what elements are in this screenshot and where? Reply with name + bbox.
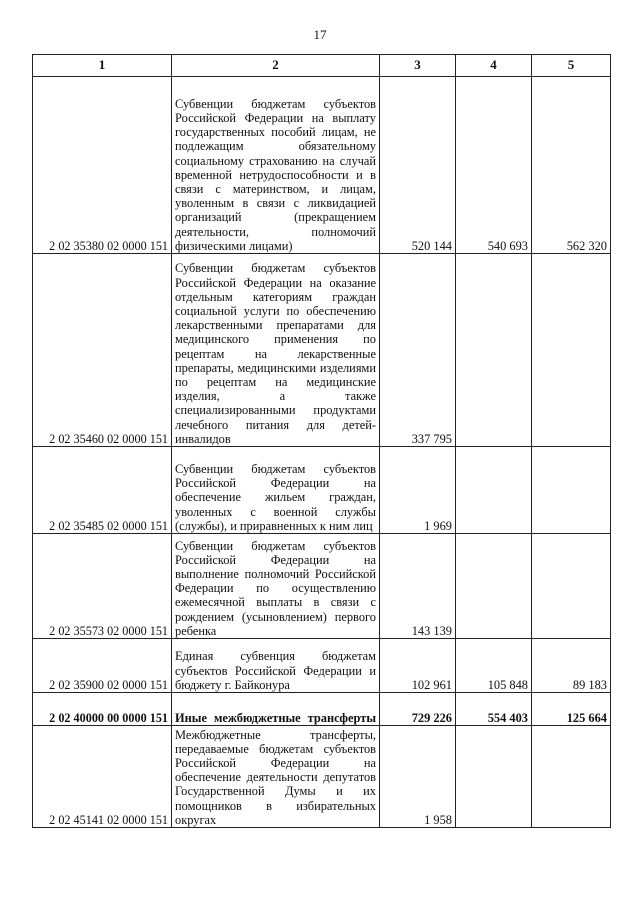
row-value-col5: 562 320 [532, 77, 611, 254]
row-value-col4 [456, 447, 532, 534]
table-row [33, 77, 611, 254]
header-col-5: 5 [532, 55, 611, 77]
row-value-col4 [456, 254, 532, 447]
row-value-col3: 1 969 [380, 447, 456, 534]
row-code: 2 02 35460 02 0000 151 [33, 254, 172, 447]
row-value-col5 [532, 447, 611, 534]
row-value-col5 [532, 254, 611, 447]
row-description: Межбюджетные трансферты, передаваемые бюджетам субъектов Российской Федерации на обеспечение деятельности депутатов Государственной Думы и их помощников в избирательных округах [172, 726, 380, 828]
row-code: 2 02 40000 00 0000 151 [33, 693, 172, 726]
row-description: Субвенции бюджетам субъектов Российской Федерации на выплату государственных пособий лицам, не подлежащим обязательному социальному страхованию на случай временной нетрудоспособности и в связи с материнством, и лицам, уволенным в связи с ликвидацией организаций (прекращением деятельности, полномочий физическими лицами) [172, 77, 380, 254]
row-code: 2 02 35573 02 0000 151 [33, 534, 172, 639]
header-col-4: 4 [456, 55, 532, 77]
row-value-col4: 105 848 [456, 639, 532, 693]
row-value-col3: 520 144 [380, 77, 456, 254]
header-col-3: 3 [380, 55, 456, 77]
table-header-row [33, 55, 611, 77]
table-row [33, 447, 611, 534]
row-value-col5 [532, 534, 611, 639]
row-description: Субвенции бюджетам субъектов Российской Федерации на обеспечение жильем граждан, уволенных с военной службы (службы), и приравненных к ним лиц [172, 447, 380, 534]
table-row [33, 639, 611, 693]
row-value-col5: 125 664 [532, 693, 611, 726]
table-row-total [33, 693, 611, 726]
page-number: 17 [313, 27, 327, 42]
row-value-col4: 540 693 [456, 77, 532, 254]
row-value-col3: 1 958 [380, 726, 456, 828]
table-row [33, 534, 611, 639]
row-value-col4 [456, 726, 532, 828]
row-value-col3: 729 226 [380, 693, 456, 726]
row-description: Субвенции бюджетам субъектов Российской Федерации на оказание отдельным категориям граждан социальной услуги по обеспечению лекарственными препаратами для медицинского применения по рецептам на лекарственные препараты, медицинскими изделиями по рецептам на медицинские изделия, а также специализированными продуктами лечебного питания для детей-инвалидов [172, 254, 380, 447]
table-row [33, 254, 611, 447]
row-value-col4 [456, 534, 532, 639]
row-value-col5 [532, 726, 611, 828]
row-value-col4: 554 403 [456, 693, 532, 726]
budget-table [32, 54, 611, 828]
row-description: Субвенции бюджетам субъектов Российской Федерации на выполнение полномочий Российской Федерации по осуществлению ежемесячной выплаты в связи с рождением (усыновлением) первого ребенка [172, 534, 380, 639]
row-code: 2 02 45141 02 0000 151 [33, 726, 172, 828]
row-code: 2 02 35485 02 0000 151 [33, 447, 172, 534]
table-row [33, 726, 611, 828]
row-value-col5: 89 183 [532, 639, 611, 693]
header-col-1: 1 [33, 55, 172, 77]
row-description: Единая субвенция бюджетам субъектов Российской Федерации и бюджету г. Байконура [172, 639, 380, 693]
row-value-col3: 143 139 [380, 534, 456, 639]
row-value-col3: 337 795 [380, 254, 456, 447]
row-code: 2 02 35900 02 0000 151 [33, 639, 172, 693]
header-col-2: 2 [172, 55, 380, 77]
row-value-col3: 102 961 [380, 639, 456, 693]
row-description: Иные межбюджетные трансферты [172, 693, 380, 726]
row-code: 2 02 35380 02 0000 151 [33, 77, 172, 254]
